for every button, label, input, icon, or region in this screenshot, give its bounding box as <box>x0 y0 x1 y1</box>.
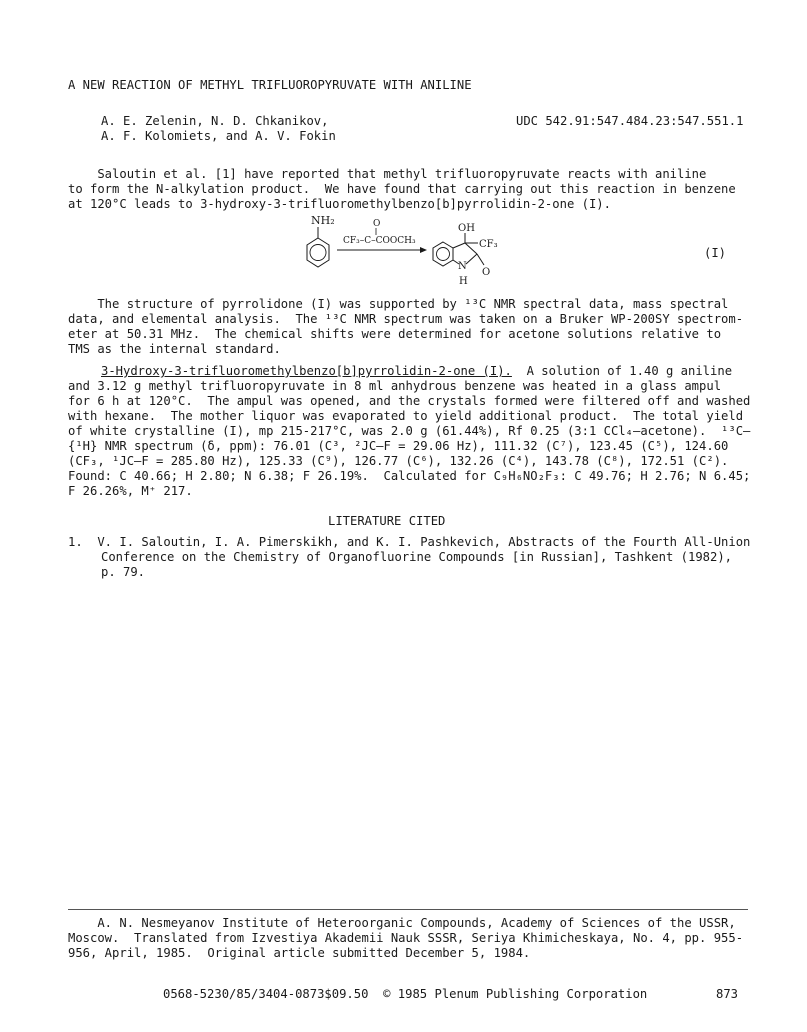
experimental-line: and 3.12 g methyl trifluoropyruvate in 8 ml anhydrous benzene was heated in a glass ampul <box>68 379 722 393</box>
footnote-divider <box>68 909 748 910</box>
footnote-line: 956, April, 1985. Original article submitted December 5, 1984. <box>68 946 531 960</box>
product-o: O <box>482 267 491 278</box>
reference-1-line: p. 79. <box>101 565 146 579</box>
product-cf3: CF₃ <box>479 239 498 250</box>
reference-1-line: Conference on the Chemistry of Organofluorine Compounds [in Russian], Tashkent (1982), <box>101 550 733 564</box>
experimental-line: with hexane. The mother liquor was evaporated to yield additional product. The total yield <box>68 409 744 423</box>
product-n: N <box>458 261 467 272</box>
structure-line: The structure of pyrrolidone (I) was supported by ¹³C NMR spectral data, mass spectral <box>68 297 729 311</box>
bond-line <box>466 254 477 264</box>
footnote-line: A. N. Nesmeyanov Institute of Heteroorganic Compounds, Academy of Sciences of the USSR, <box>68 916 736 930</box>
reagent-formula: CF₃–C–COOCH₃ <box>343 236 416 246</box>
compound-label: (I) <box>704 246 727 260</box>
experimental-line: for 6 h at 120°C. The ampul was opened, and the crystals formed were filtered off and washed <box>68 394 751 408</box>
aromatic-circle <box>310 245 326 261</box>
bond-line <box>453 243 465 248</box>
authors-line-1: A. E. Zelenin, N. D. Chkanikov, <box>101 114 329 128</box>
literature-heading: LITERATURE CITED <box>328 514 446 528</box>
experimental-line: F 26.26%, M⁺ 217. <box>68 484 193 498</box>
page-number: 873 <box>716 987 739 1001</box>
reference-1-line: 1. V. I. Saloutin, I. A. Pimerskikh, and K. I. Pashkevich, Abstracts of the Fourth All-Union <box>68 535 751 549</box>
product-oh: OH <box>458 223 475 234</box>
reagent-oxo: O <box>373 219 381 229</box>
compound-heading: 3-Hydroxy-3-trifluoromethylbenzo[b]pyrrolidin-2-one (I). <box>101 364 512 378</box>
structure-line: eter at 50.31 MHz. The chemical shifts were determined for acetone solutions relative to <box>68 327 722 341</box>
experimental-first-line <box>101 364 791 379</box>
arrow-head <box>420 247 427 253</box>
experimental-line: of white crystalline (I), mp 215-217°C, was 2.0 g (61.44%), Rf 0.25 (3:1 CCl₄–acetone). ¹³C– <box>68 424 751 438</box>
aromatic-circle <box>437 248 450 261</box>
experimental-line: {¹H} NMR spectrum (δ, ppm): 76.01 (C³, ²JC–F = 29.06 Hz), 111.32 (C⁷), 123.45 (C⁵), 124.60 <box>68 439 729 453</box>
intro-line: to form the N-alkylation product. We have found that carrying out this reaction in benzene <box>68 182 736 196</box>
article-title: A NEW REACTION OF METHYL TRIFLUOROPYRUVATE WITH ANILINE <box>68 78 472 92</box>
experimental-first-line-rest: A solution of 1.40 g aniline <box>511 364 733 378</box>
authors-line-2: A. F. Kolomiets, and A. V. Fokin <box>101 129 336 143</box>
bond-line <box>465 243 477 254</box>
udc-code: UDC 542.91:547.484.23:547.551.1 <box>516 114 744 128</box>
reaction-scheme <box>285 214 545 289</box>
structure-line: data, and elemental analysis. The ¹³C NMR spectrum was taken on a Bruker WP-200SY spectrom- <box>68 312 744 326</box>
experimental-line: (CF₃, ¹JC–F = 285.80 Hz), 125.33 (C⁹), 126.77 (C⁶), 132.26 (C⁴), 143.78 (C⁸), 172.51 (C²). <box>68 454 729 468</box>
product-h: H <box>459 276 468 287</box>
bond-line <box>477 254 484 265</box>
structure-line: TMS as the internal standard. <box>68 342 281 356</box>
benzo-ring <box>433 242 453 266</box>
publication-code: 0568-5230/85/3404-0873$09.50 © 1985 Plenum Publishing Corporation <box>163 987 648 1001</box>
intro-line: Saloutin et al. [1] have reported that methyl trifluoropyruvate reacts with aniline <box>68 167 707 181</box>
experimental-line: Found: C 40.66; H 2.80; N 6.38; F 26.19%. Calculated for C₉H₆NO₂F₃: C 49.76; H 2.76; N 6.45; <box>68 469 751 483</box>
reactant-nh2: NH₂ <box>311 214 335 227</box>
intro-line: at 120°C leads to 3-hydroxy-3-trifluoromethylbenzo[b]pyrrolidin-2-one (I). <box>68 197 611 211</box>
footnote-line: Moscow. Translated from Izvestiya Akademii Nauk SSSR, Seriya Khimicheskaya, No. 4, pp. 955- <box>68 931 744 945</box>
